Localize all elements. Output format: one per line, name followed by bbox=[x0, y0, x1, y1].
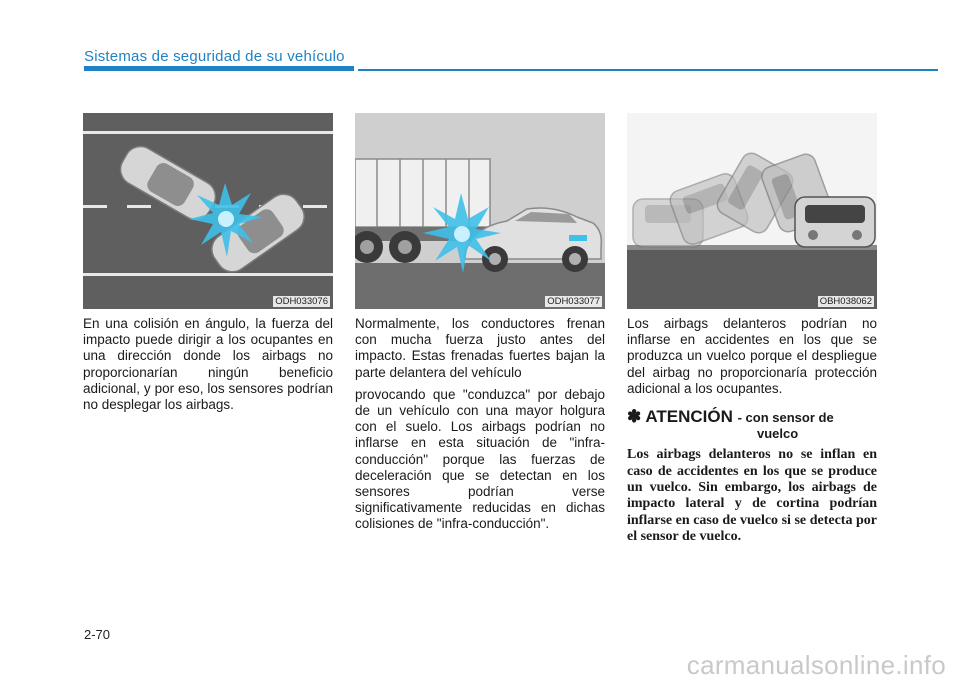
angle-collision-illustration bbox=[83, 113, 333, 309]
asterisk-icon: ✽ bbox=[627, 407, 642, 427]
watermark: carmanualsonline.info bbox=[686, 650, 946, 680]
header-rule bbox=[358, 69, 938, 71]
figure-angle-collision bbox=[83, 113, 333, 309]
caution-subtitle: - con sensor de bbox=[737, 410, 834, 426]
figure-code: ODH033077 bbox=[547, 296, 600, 307]
figure-rollover bbox=[627, 113, 877, 309]
figure-underride-collision bbox=[355, 113, 605, 309]
figure-code: ODH033076 bbox=[275, 296, 328, 307]
caution-subtitle-continued: vuelco bbox=[757, 426, 799, 442]
paragraph: En una colisión en ángulo, la fuerza del impacto puede dirigir a los ocupantes en una dirección donde los airbags no proporcionarían ningún beneficio adicional, y por eso, los sensores podrían no desplegar los airbags. bbox=[83, 316, 333, 413]
page-number: 2-70 bbox=[84, 627, 111, 642]
header-accent-bar bbox=[84, 66, 354, 71]
column-right bbox=[627, 316, 877, 546]
section-title: Sistemas de seguridad de su vehículo bbox=[84, 48, 345, 65]
caution-text: Los airbags delanteros no se inflan en caso de accidentes en los que se produce un vuelco. Sin embargo, los airbags de impacto lateral y de cortina podrían inflarse en caso de vuelco si se detecta por el sensor de vuelco. bbox=[627, 447, 877, 545]
paragraph: provocando que "conduzca" por debajo de un vehículo con una mayor holgura con el suelo. Los airbags podrían no inflarse en esta situación de "infra-conducción" porque las fuerzas de deceleración que se detectan en los sensores podrían verse significativamente reducidas en dichas colisiones de "infra-conducción". bbox=[355, 386, 605, 532]
paragraph: Normalmente, los conductores frenan con mucha fuerza justo antes del impacto. Estas frenadas fuertes bajan la parte delantera del vehículo bbox=[355, 316, 605, 380]
column-left bbox=[83, 316, 333, 419]
caution-heading bbox=[627, 409, 877, 441]
underride-collision-illustration bbox=[355, 113, 605, 309]
figure-code: OBH038062 bbox=[819, 296, 872, 307]
paragraph: Los airbags delanteros podrían no inflarse en accidentes en los que se produzca un vuelco porque el despliegue del airbag no proporcionaría protección adicional a los ocupantes. bbox=[627, 316, 877, 396]
rollover-illustration bbox=[627, 113, 877, 309]
column-middle bbox=[355, 316, 605, 539]
caution-label: ATENCIÓN bbox=[645, 407, 733, 427]
